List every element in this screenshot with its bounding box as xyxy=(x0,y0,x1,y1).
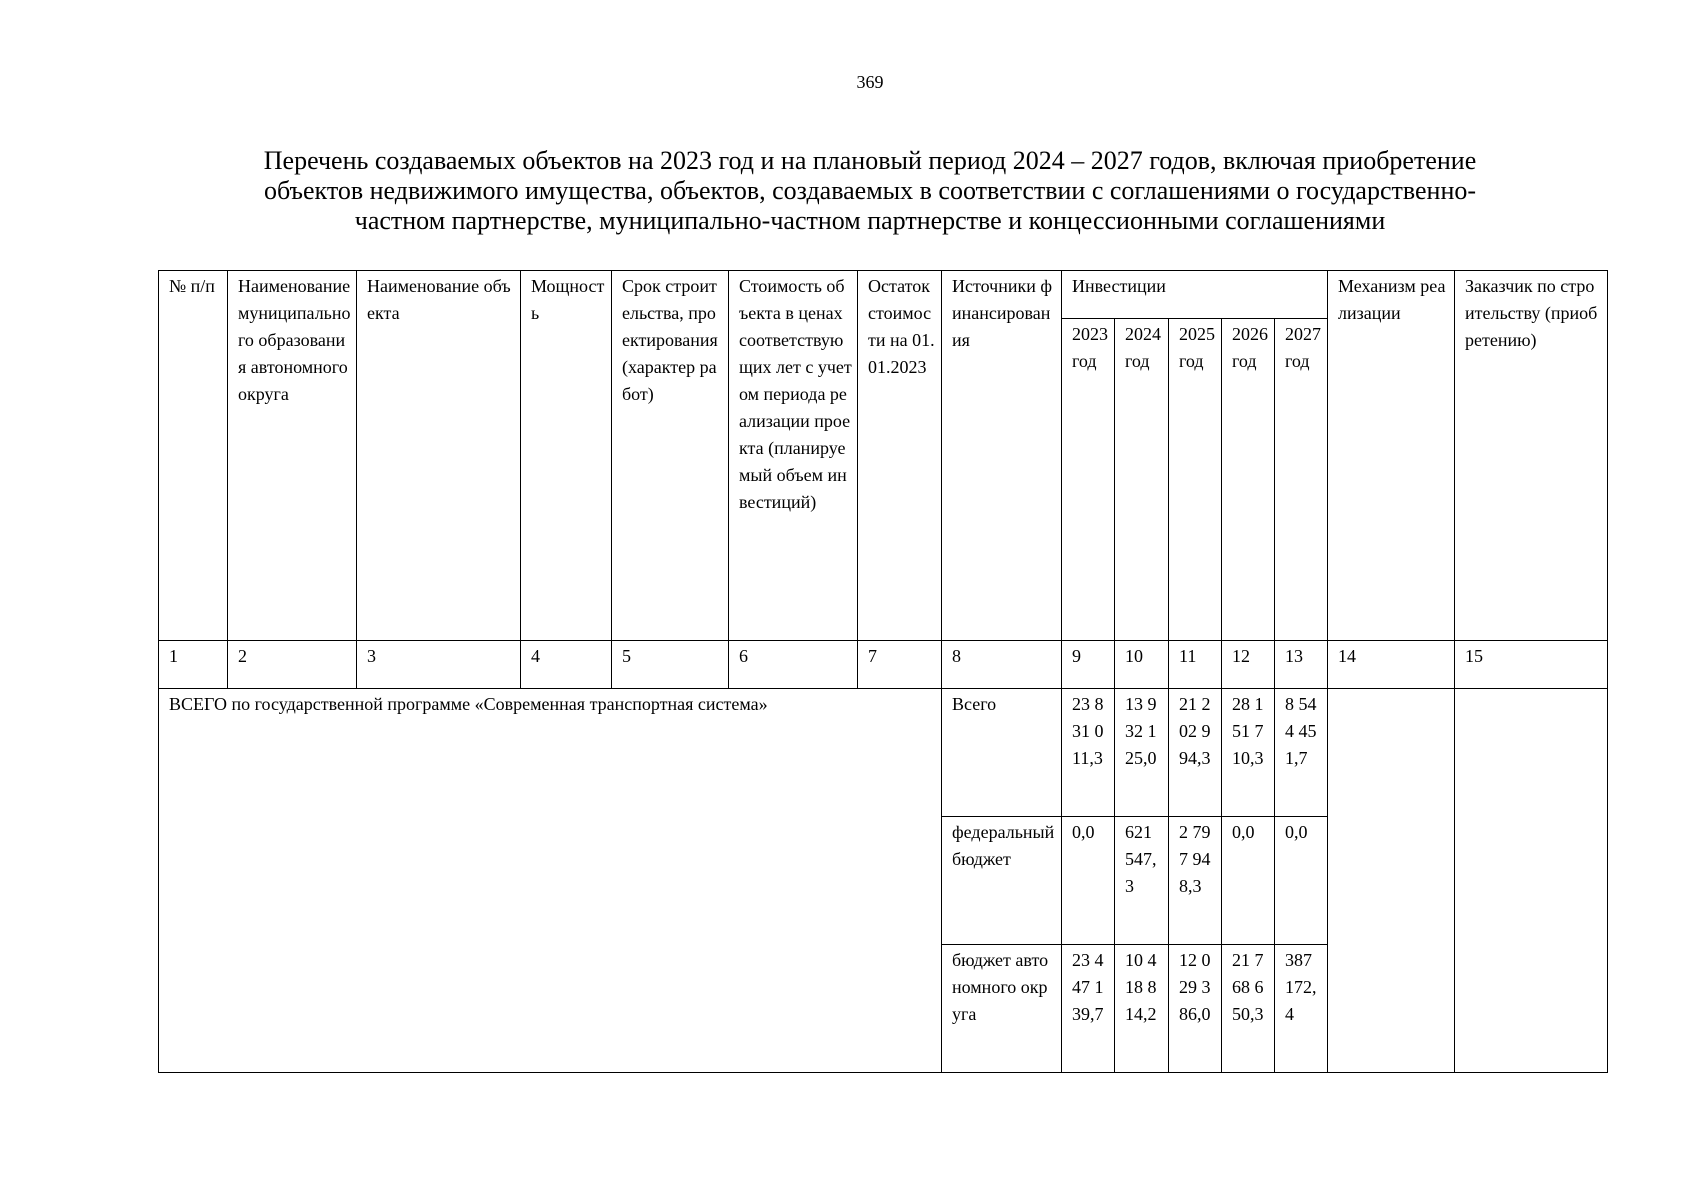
title-line-1: Перечень создаваемых объектов на 2023 год и на плановый период 2024 – 2027 годов, включая приобретение xyxy=(263,146,1477,175)
col-number: 6 xyxy=(729,641,858,689)
header-year-2024: 2024 год xyxy=(1115,319,1169,641)
col-number: 2 xyxy=(228,641,357,689)
header-sources: Источники финансирования xyxy=(942,271,1062,641)
header-investments: Инвестиции xyxy=(1062,271,1328,319)
col-number: 10 xyxy=(1115,641,1169,689)
total-label: ВСЕГО по государственной программе «Современная транспортная система» xyxy=(159,689,942,1073)
value-cell: 12 029 386,0 xyxy=(1169,945,1222,1073)
col-number: 9 xyxy=(1062,641,1115,689)
header-year-2023: 2023 год xyxy=(1062,319,1115,641)
value-cell: 23 447 139,7 xyxy=(1062,945,1115,1073)
header-cost: Стоимость объекта в ценах соответствующих лет с учетом периода реализации проекта (планируемый объем инвестиций) xyxy=(729,271,858,641)
col-number: 12 xyxy=(1222,641,1275,689)
column-numbers-row xyxy=(159,641,1608,689)
header-year-2025: 2025 год xyxy=(1169,319,1222,641)
header-year-2026: 2026 год xyxy=(1222,319,1275,641)
value-cell: 0,0 xyxy=(1062,817,1115,945)
header-object-name: Наименование объекта xyxy=(357,271,521,641)
value-cell: 23 831 011,3 xyxy=(1062,689,1115,817)
col-number: 15 xyxy=(1455,641,1608,689)
col-number: 3 xyxy=(357,641,521,689)
header-row xyxy=(159,271,1608,319)
col-number: 1 xyxy=(159,641,228,689)
value-cell: 387 172,4 xyxy=(1275,945,1328,1073)
source-cell: бюджет автономного округа xyxy=(942,945,1062,1073)
header-municipality: Наименование муниципального образования автономного округа xyxy=(228,271,357,641)
mechanism-cell xyxy=(1328,689,1455,1073)
value-cell: 0,0 xyxy=(1222,817,1275,945)
objects-table xyxy=(158,270,1608,1073)
value-cell: 21 768 650,3 xyxy=(1222,945,1275,1073)
col-number: 4 xyxy=(521,641,612,689)
col-number: 7 xyxy=(858,641,942,689)
header-mechanism: Механизм реализации xyxy=(1328,271,1455,641)
title-line-2: объектов недвижимого имущества, объектов, создаваемых в соответствии с соглашениями о государственно- xyxy=(263,176,1477,205)
document-title xyxy=(150,146,1590,236)
col-number: 14 xyxy=(1328,641,1455,689)
value-cell: 10 418 814,2 xyxy=(1115,945,1169,1073)
value-cell: 621 547,3 xyxy=(1115,817,1169,945)
col-number: 11 xyxy=(1169,641,1222,689)
value-cell: 13 932 125,0 xyxy=(1115,689,1169,817)
customer-cell xyxy=(1455,689,1608,1073)
col-number: 5 xyxy=(612,641,729,689)
source-cell: Всего xyxy=(942,689,1062,817)
header-remainder: Остаток стоимости на 01.01.2023 xyxy=(858,271,942,641)
header-customer: Заказчик по строительству (приобретению) xyxy=(1455,271,1608,641)
header-term: Срок строительства, проектирования (характер работ) xyxy=(612,271,729,641)
value-cell: 2 797 948,3 xyxy=(1169,817,1222,945)
page-number: 369 xyxy=(856,72,884,92)
col-number: 8 xyxy=(942,641,1062,689)
total-row xyxy=(159,689,1608,817)
header-year-2027: 2027 год xyxy=(1275,319,1328,641)
value-cell: 8 544 451,7 xyxy=(1275,689,1328,817)
value-cell: 28 151 710,3 xyxy=(1222,689,1275,817)
col-number: 13 xyxy=(1275,641,1328,689)
header-num: № п/п xyxy=(159,271,228,641)
title-line-3: частном партнерстве, муниципально-частном партнерстве и концессионными соглашениями xyxy=(354,206,1386,235)
header-capacity: Мощность xyxy=(521,271,612,641)
value-cell: 0,0 xyxy=(1275,817,1328,945)
source-cell: федеральный бюджет xyxy=(942,817,1062,945)
value-cell: 21 202 994,3 xyxy=(1169,689,1222,817)
